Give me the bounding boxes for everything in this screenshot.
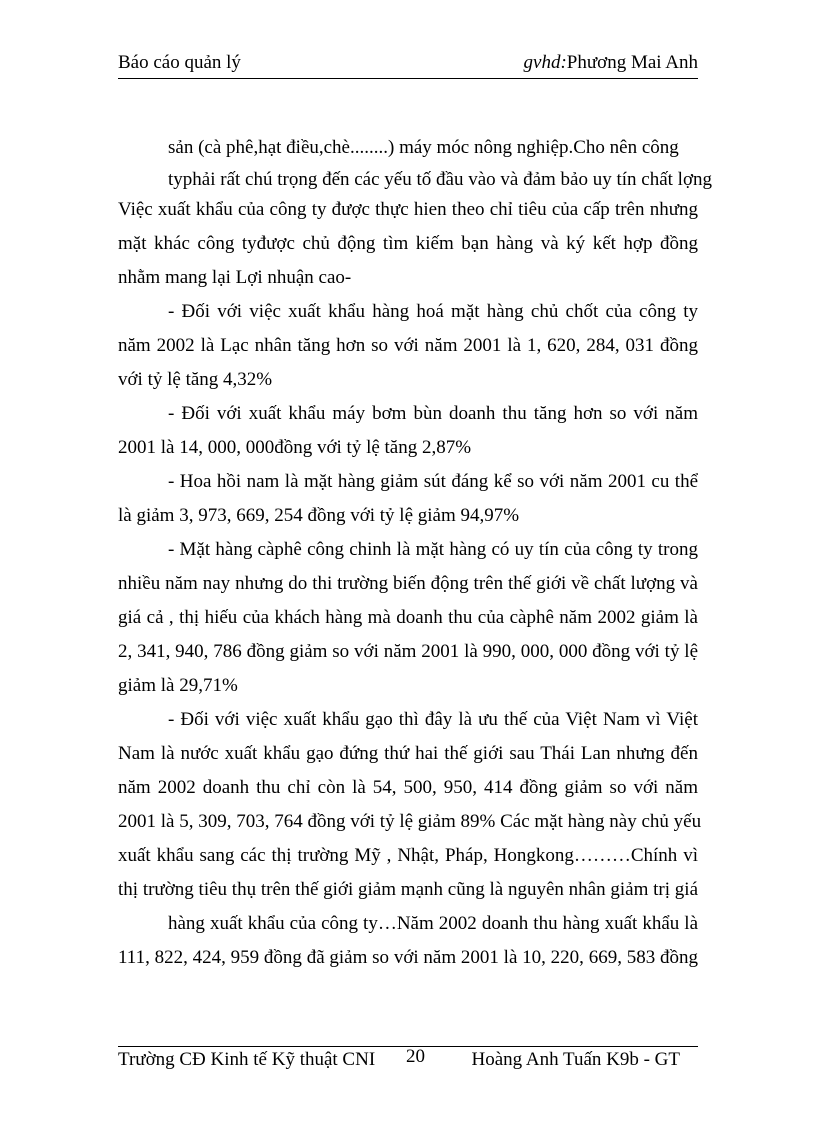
body-line: thị trường tiêu thụ trên thế giới giảm mạnh cũng là nguyên nhân giảm trị giá [118,879,698,900]
header-report-title: Báo cáo quản lý [118,52,241,73]
header-rule [118,78,698,79]
body-line: typhải rất chú trọng đến các yếu tố đầu vào và đảm bảo uy tín chất lợng [168,169,712,190]
body-line: - Đối với việc xuất khẩu hàng hoá mặt hàng chủ chốt của công ty [168,301,698,322]
body-line: giảm là 29,71% [118,675,238,696]
body-line: với tỷ lệ tăng 4,32% [118,369,273,390]
body-line: Việc xuất khẩu của công ty được thực hien theo chỉ tiêu của cấp trên nhưng [118,199,698,220]
body-line: năm 2002 là Lạc nhân tăng hơn so với năm 2001 là 1, 620, 284, 031 đồng [118,335,698,356]
body-line: là giảm 3, 973, 669, 254 đồng với tỷ lệ giảm 94,97% [118,505,520,526]
body-line: năm 2002 doanh thu chỉ còn là 54, 500, 950, 414 đồng giảm so với năm [118,777,698,798]
body-line: - Hoa hồi nam là mặt hàng giảm sút đáng kể so với năm 2001 cu thể [168,471,698,492]
body-line: hàng xuất khẩu của công ty…Năm 2002 doanh thu hàng xuất khẩu là [168,913,698,934]
body-line: mặt khác công tyđược chủ động tìm kiếm bạn hàng và ký kết hợp đồng [118,233,698,254]
body-line: - Đối với việc xuất khẩu gạo thì đây là ưu thế của Việt Nam vì Việt [168,709,698,730]
body-line: sản (cà phê,hạt điều,chè........) máy móc nông nghiệp.Cho nên công [168,137,679,158]
footer-author: Hoàng Anh Tuấn K9b - GT [471,1049,680,1070]
body-line: 2001 là 5, 309, 703, 764 đồng với tỷ lệ giảm 89% Các mặt hàng này chủ yếu [118,811,702,832]
body-line: - Mặt hàng càphê công chinh là mặt hàng có uy tín của công ty trong [168,539,698,560]
body-line: Nam là nước xuất khẩu gạo đứng thứ hai thế giới sau Thái Lan nhưng đến [118,743,698,764]
body-line: 2001 là 14, 000, 000đồng với tỷ lệ tăng 2,87% [118,437,472,458]
page-header [118,52,698,76]
footer-school: Trường CĐ Kinh tế Kỹ thuật CNI [118,1049,376,1070]
body-line: nhiều năm nay nhưng do thi trường biến động trên thế giới về chất lượng và [118,573,698,594]
body-line: 111, 822, 424, 959 đồng đã giảm so với năm 2001 là 10, 220, 669, 583 đồng [118,947,698,968]
header-supervisor [524,52,698,74]
body-line: 2, 341, 940, 786 đồng giảm so với năm 2001 là 990, 000, 000 đồng với tỷ lệ [118,641,698,662]
header-supervisor-prefix: gvhd: [523,52,567,73]
page-footer [118,1046,698,1075]
body-line: giá cả , thị hiếu của khách hàng mà doanh thu của càphê năm 2002 giảm là [118,607,698,628]
body-line: nhằm mang lại Lợi nhuận cao- [118,267,352,288]
header-supervisor-name: Phương Mai Anh [566,52,698,73]
body-line: xuất khẩu sang các thị trường Mỹ , Nhật, Pháp, Hongkong………Chính vì [118,845,698,866]
page-number: 20 [406,1046,425,1067]
body-line: - Đối với xuất khẩu máy bơm bùn doanh thu tăng hơn so với năm [168,403,698,424]
